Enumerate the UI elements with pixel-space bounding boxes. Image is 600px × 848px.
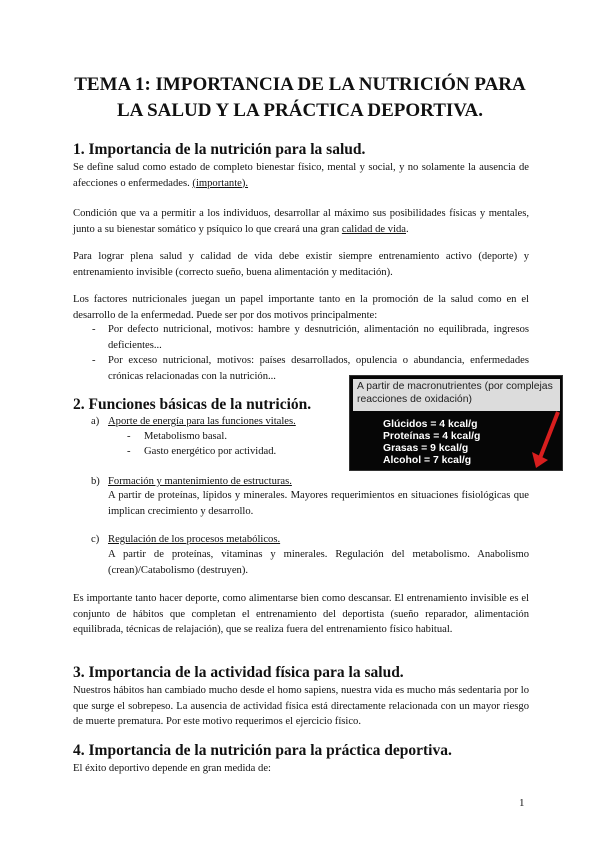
section-1-paragraph-1 — [73, 160, 529, 191]
item-a-title: Aporte de energía para las funciones vitales. — [108, 416, 296, 427]
p2-end: . — [406, 223, 409, 235]
section-1-paragraph-4: Los factores nutricionales juegan un papel importante tanto en la promoción de la salud como en el desarrollo de la enfermedad. Puede ser por dos motivos principalmente: — [73, 294, 529, 321]
item-c-text: A partir de proteínas, vitaminas y minerales. Regulación del metabolismo. Anabolismo (crean)/Catabolismo (destruyen). — [108, 549, 529, 576]
item-b-title: Formación y mantenimiento de estructuras. — [108, 476, 292, 487]
page-number: 1 — [519, 797, 525, 809]
title-line-2: LA SALUD Y LA PRÁCTICA DEPORTIVA. — [116, 100, 484, 121]
p1-note: (importante). — [192, 177, 249, 189]
section-3-paragraph: Nuestros hábitos han cambiado mucho desde el homo sapiens, nuestra vida es mucho más sedentaria por lo que surge el sobrepeso. La ausencia de actividad física está directamente relacionada con un mayor riesgo de muerte prematura. Por este motivo requerimos el ejercicio físico. — [73, 685, 529, 727]
bullet-1: Por defecto nutricional, motivos: hambre y desnutrición, alimentación no equilibrada, ingresos deficientes... — [108, 324, 529, 351]
red-arrow-icon — [526, 410, 562, 470]
section-3-heading: 3. Importancia de la actividad física para la salud. — [73, 664, 404, 681]
section-4-paragraph: El éxito deportivo depende en gran medida de: — [73, 763, 271, 774]
item-a-dash-2: - — [127, 446, 131, 457]
item-c-label: c) — [91, 534, 100, 545]
item-a-sub-1: Metabolismo basal. — [144, 431, 227, 442]
section-4-heading: 4. Importancia de la nutrición para la práctica deportiva. — [73, 742, 452, 759]
document-title — [60, 72, 540, 124]
calidad-de-vida: calidad de vida — [341, 223, 407, 235]
bullet-dash-2: - — [92, 355, 96, 366]
energy-values-image — [349, 375, 563, 471]
section-2-closing-paragraph: Es importante tanto hacer deporte, como alimentarse bien como descansar. El entrenamiento invisible es el conjunto de hábitos que completan el entrenamiento del deportista (sueño reparador, alimentación equilibrada, técnicas de relajación), que se realiza fuera del entrenamiento físico habitual. — [73, 593, 529, 635]
item-a-dash-1: - — [127, 431, 131, 442]
title-line-1: TEMA 1: IMPORTANCIA DE LA NUTRICIÓN PARA — [74, 74, 526, 95]
section-2-heading: 2. Funciones básicas de la nutrición. — [73, 396, 312, 413]
p2-text: Condición que va a permitir a los individuos, desarrollar al máximo sus posibilidades físicas y mentales, junto a su bienestar somático y psíquico lo que creará una gran — [73, 208, 529, 235]
image-line-alcohol: Alcohol = 7 kcal/g — [383, 455, 472, 466]
bullet-dash-1: - — [92, 324, 96, 335]
bullet-2: Por exceso nutricional, motivos: países desarrollados, opulencia o abundancia, enfermedades crónicas relacionadas con la nutrición... — [108, 355, 529, 382]
image-line-grasas: Grasas = 9 kcal/g — [383, 443, 469, 454]
section-1-paragraph-3: Para lograr plena salud y calidad de vida debe existir siempre entrenamiento activo (deporte) y entrenamiento invisible (correcto sueño, buena alimentación y meditación). — [73, 251, 529, 278]
image-line-glucidos: Glúcidos = 4 kcal/g — [383, 419, 478, 430]
item-b-label: b) — [91, 476, 100, 487]
section-1-paragraph-2 — [73, 206, 529, 237]
item-a-label: a) — [91, 416, 100, 427]
item-a-sub-2: Gasto energético por actividad. — [144, 446, 277, 457]
section-1-heading: 1. Importancia de la nutrición para la salud. — [73, 141, 366, 158]
image-line-proteinas: Proteínas = 4 kcal/g — [383, 431, 481, 442]
image-caption: A partir de macronutrientes (por complejas reacciones de oxidación) — [353, 379, 560, 411]
p1-text: Se define salud como estado de completo bienestar físico, mental y social, y no solamente la ausencia de afecciones o enfermedades. — [73, 162, 529, 189]
item-b-text: A partir de proteínas, lípidos y minerales. Mayores requerimientos en situaciones fisiológicas que implican crecimiento y desarrollo. — [108, 490, 529, 517]
item-c-title: Regulación de los procesos metabólicos. — [108, 534, 281, 545]
